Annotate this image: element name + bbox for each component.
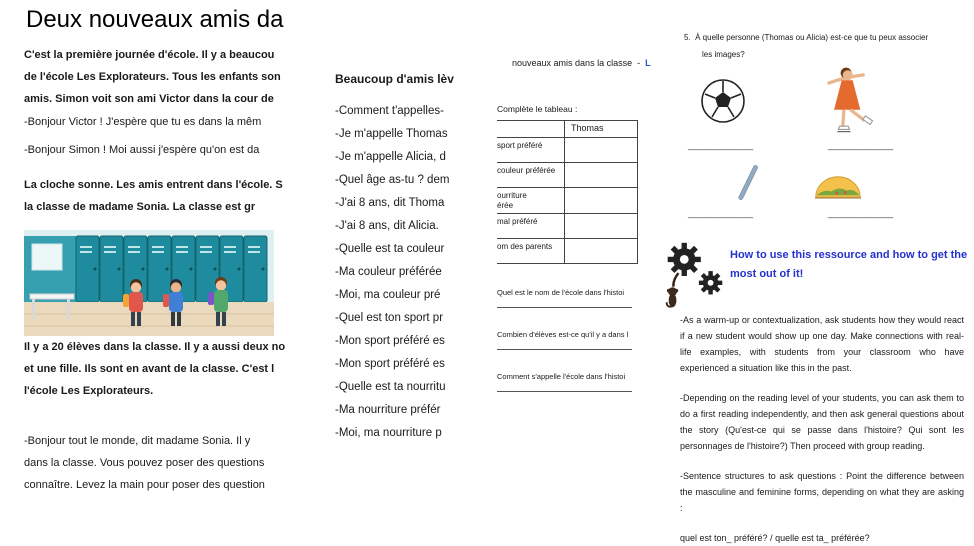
text-line: La cloche sonne. Les amis entrent dans l'école. S bbox=[24, 179, 283, 191]
page-2 bbox=[333, 0, 483, 537]
table-header-empty bbox=[497, 121, 565, 137]
text-line: -Mon sport préféré es bbox=[335, 335, 445, 347]
text-line: -Je m'appelle Alicia, d bbox=[335, 151, 446, 163]
question-text: Comment s'appelle l'école dans l'histoi bbox=[497, 372, 626, 381]
row-label-cell bbox=[497, 214, 565, 238]
intro-paragraph bbox=[24, 44, 310, 110]
row-value-cell bbox=[565, 188, 637, 213]
row-label-cell bbox=[497, 138, 565, 162]
table-header-row bbox=[497, 121, 637, 138]
answer-blank-line bbox=[497, 297, 632, 308]
row-value-cell bbox=[565, 138, 637, 162]
text-line: -Bonjour Simon ! Moi aussi j'espère qu'on est da bbox=[24, 144, 260, 156]
row-label-cell bbox=[497, 188, 565, 213]
row-label: om des parents bbox=[497, 242, 553, 251]
table-row bbox=[497, 163, 637, 188]
row-value-cell bbox=[565, 239, 637, 263]
page2-heading: Beaucoup d'amis lèv bbox=[335, 72, 454, 86]
row-value-cell bbox=[565, 163, 637, 187]
text-line: dans la classe. Vous pouvez poser des questions bbox=[24, 457, 265, 469]
soccer-ball-image bbox=[700, 78, 746, 124]
text-line: -J'ai 8 ans, dit Alicia. bbox=[335, 220, 439, 232]
text-line: -J'ai 8 ans, dit Thoma bbox=[335, 197, 445, 209]
text-line: -Je m'appelle Thomas bbox=[335, 128, 448, 140]
comparison-table bbox=[497, 120, 638, 264]
text-line: -Quelle est ta nourritu bbox=[335, 381, 446, 393]
row-label: ourriture bbox=[497, 191, 527, 200]
text-line: -Quel est ton sport pr bbox=[335, 312, 444, 324]
answer-blank-line bbox=[497, 339, 632, 350]
row-label: mal préféré bbox=[497, 217, 538, 226]
page3-title-text: nouveaux amis dans la classe - bbox=[512, 58, 646, 68]
sentence-structure-example: quel est ton_ préféré? / quelle est ta_ préférée? bbox=[680, 533, 870, 543]
howto-heading: How to use this ressource and how to get the most out of it! bbox=[730, 249, 968, 280]
notes-paragraphs bbox=[680, 312, 964, 516]
text-line: -Bonjour Victor ! J'espère que tu es dans la mêm bbox=[24, 116, 262, 128]
row-label: couleur préférée bbox=[497, 166, 556, 175]
page-4 bbox=[678, 0, 968, 543]
teacher-notes bbox=[680, 312, 964, 546]
question-item bbox=[497, 288, 637, 308]
text-line: la classe de madame Sonia. La classe est gr bbox=[24, 201, 256, 213]
text-line: -Mon sport préféré es bbox=[335, 358, 445, 370]
question5-line1: 5. À quelle personne (Thomas ou Alicia) est-ce que tu peux associer bbox=[684, 33, 929, 42]
text-line: l'école Les Explorateurs. bbox=[24, 385, 154, 397]
page-title: Deux nouveaux amis da bbox=[26, 6, 284, 33]
table-row bbox=[497, 239, 637, 264]
text-line: -Quel âge as-tu ? dem bbox=[335, 174, 450, 186]
page3-title-link: L bbox=[645, 58, 651, 68]
text-line: -Ma nourriture préfér bbox=[335, 404, 441, 416]
figure-skater-image bbox=[816, 66, 874, 136]
text-line: connaître. Levez la main pour poser des question bbox=[24, 479, 265, 491]
question-item bbox=[497, 372, 637, 392]
text-line: -Moi, ma nourriture p bbox=[335, 427, 442, 439]
text-line: -Quelle est ta couleur bbox=[335, 243, 445, 255]
teacher-paragraph bbox=[24, 430, 310, 496]
notes-paragraph: -As a warm-up or contextualization, ask students how they would react if a new student would show up one day. Make connections with real-life examples, with students from your classroom who have experienced a situation like this in the past. bbox=[680, 315, 964, 373]
image-answer-blank: _____________ bbox=[828, 208, 894, 218]
table-body bbox=[497, 138, 637, 264]
table-row bbox=[497, 138, 637, 163]
dialogue-paragraph bbox=[24, 108, 310, 164]
dialogue-list bbox=[335, 100, 449, 445]
table-header-thomas: Thomas bbox=[571, 123, 604, 133]
text-line: -Moi, ma couleur pré bbox=[335, 289, 441, 301]
text-line: -Comment t'appelles- bbox=[335, 105, 444, 117]
page-1 bbox=[10, 0, 308, 537]
text-line: -Bonjour tout le monde, dit madame Sonia. Il y bbox=[24, 435, 251, 447]
table-row bbox=[497, 188, 637, 214]
questions-list bbox=[497, 288, 637, 414]
question-text: Quel est le nom de l'école dans l'histoi bbox=[497, 288, 625, 297]
image-answer-blank: _____________ bbox=[688, 140, 754, 150]
table-row bbox=[497, 214, 637, 239]
answer-blank-line bbox=[497, 381, 632, 392]
row-label: sport préféré bbox=[497, 141, 543, 150]
bell-paragraph bbox=[24, 174, 310, 218]
text-line: de l'école Les Explorateurs. Tous les enfants son bbox=[24, 71, 281, 83]
text-line: et une fille. Ils sont en avant de la classe. C'est l bbox=[24, 363, 275, 375]
row-value-cell bbox=[565, 214, 637, 238]
page-3 bbox=[497, 0, 651, 537]
question-text: Combien d'élèves est-ce qu'il y a dans l bbox=[497, 330, 629, 339]
text-line: amis. Simon voit son ami Victor dans la cour de bbox=[24, 93, 274, 105]
question-item bbox=[497, 330, 637, 350]
row-label-cell bbox=[497, 239, 565, 263]
text-line: Il y a 20 élèves dans la classe. Il y a aussi deux no bbox=[24, 341, 286, 353]
page3-title bbox=[497, 48, 651, 78]
image-answer-blank: _____________ bbox=[688, 208, 754, 218]
row-label-2: érée bbox=[497, 201, 514, 210]
stick-image bbox=[733, 160, 763, 208]
gears-monkey-icon bbox=[658, 236, 730, 314]
text-line: C'est la première journée d'école. Il y a beaucou bbox=[24, 49, 275, 61]
class-paragraph bbox=[24, 336, 310, 402]
notes-paragraph: -Depending on the reading level of your students, you can ask them to do a first reading independently, and then ask general questions about the story (Qu'est-ce qui se passe dans l'histoire? Qui sont les personnages de l'histoire?) Then proceed with group reading. bbox=[680, 393, 964, 451]
table-caption: Complète le tableau : bbox=[497, 104, 578, 114]
text-line: -Ma couleur préférée bbox=[335, 266, 442, 278]
image-answer-blank: _____________ bbox=[828, 140, 894, 150]
row-label-cell bbox=[497, 163, 565, 187]
taco-image bbox=[813, 172, 863, 200]
notes-paragraph: -Sentence structures to ask questions : Point the difference between the masculine and feminine forms, depending on what they are asking : bbox=[680, 471, 964, 513]
question5-line2: les images? bbox=[702, 50, 745, 59]
classroom-illustration bbox=[24, 230, 274, 336]
